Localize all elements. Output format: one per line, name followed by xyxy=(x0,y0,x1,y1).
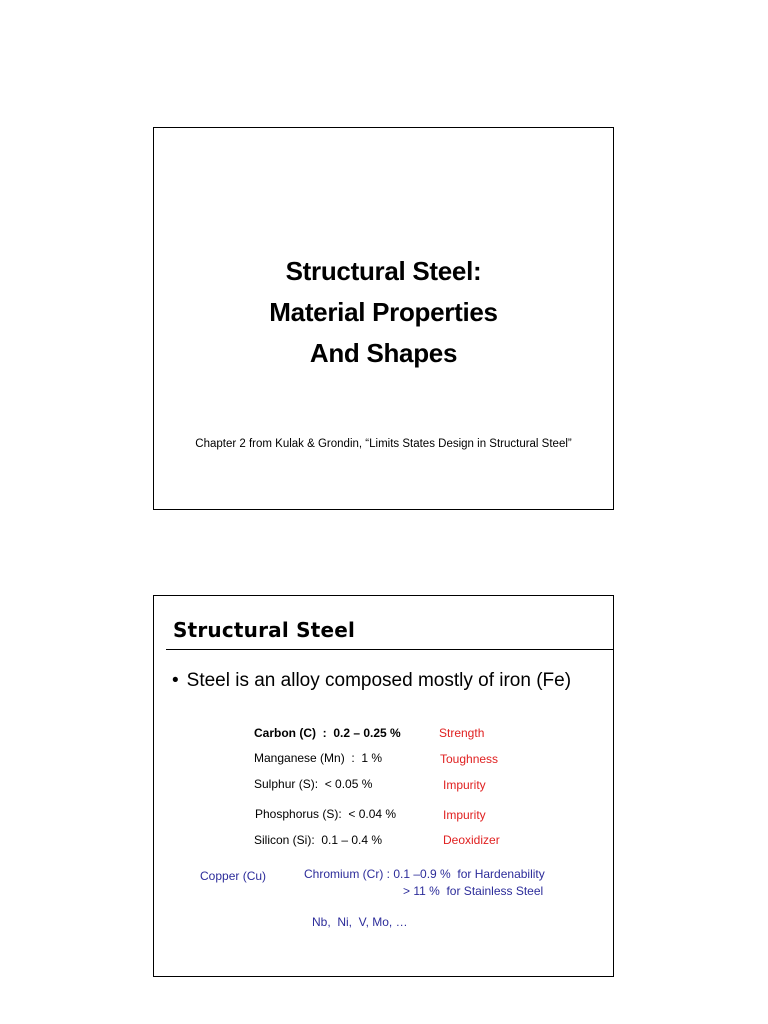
role-manganese: Toughness xyxy=(440,752,499,766)
role-sulphur: Impurity xyxy=(443,778,486,792)
title-slide xyxy=(153,127,614,510)
slide-heading: Structural Steel xyxy=(173,618,356,642)
bullet-icon: • xyxy=(172,670,179,691)
element-phosphorus: Phosphorus (S): < 0.04 % xyxy=(255,807,397,821)
element-chromium: Chromium (Cr) : 0.1 –0.9 % for Hardenability xyxy=(304,867,545,881)
heading-divider xyxy=(166,649,613,650)
element-carbon: Carbon (C) : 0.2 – 0.25 % xyxy=(254,726,401,740)
slide-title-line-3: And Shapes xyxy=(309,338,458,368)
content-slide xyxy=(153,595,614,977)
element-sulphur: Sulphur (S): < 0.05 % xyxy=(254,777,373,791)
element-copper: Copper (Cu) xyxy=(200,869,267,883)
slide-title-line-2: Material Properties xyxy=(269,297,498,327)
element-others: Nb, Ni, V, Mo, … xyxy=(312,915,408,929)
slide-subtitle: Chapter 2 from Kulak & Grondin, “Limits States Design in Structural Steel” xyxy=(195,438,572,450)
element-silicon: Silicon (Si): 0.1 – 0.4 % xyxy=(254,833,383,847)
element-manganese: Manganese (Mn) : 1 % xyxy=(254,751,383,765)
element-chromium-stainless: > 11 % for Stainless Steel xyxy=(403,884,544,898)
slide-title-line-1: Structural Steel: xyxy=(285,256,482,286)
bullet-text: Steel is an alloy composed mostly of iron (Fe) xyxy=(186,670,572,691)
bullet-point xyxy=(172,670,571,692)
role-silicon: Deoxidizer xyxy=(443,833,500,847)
role-phosphorus: Impurity xyxy=(443,808,486,822)
role-carbon: Strength xyxy=(439,726,485,740)
